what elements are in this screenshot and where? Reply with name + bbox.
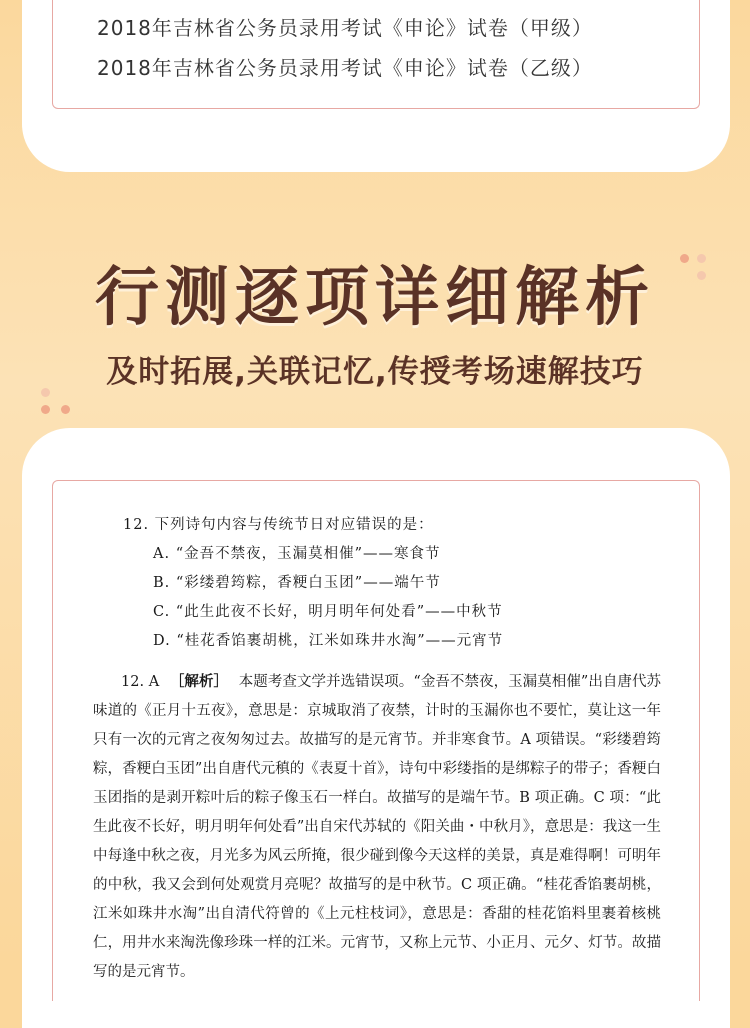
banner-subtitle: 及时拓展,关联记忆,传授考场速解技巧 (106, 354, 644, 390)
analysis-card (22, 428, 730, 1028)
question-stem: 12. 下列诗句内容与传统节日对应错误的是： (123, 517, 434, 533)
question-option: B. “彩缕碧筠粽，香粳白玉团”——端午节 (153, 575, 441, 591)
banner-title: 行测逐项详细解析 (95, 261, 655, 335)
exam-list-item: 2018年吉林省公务员录用考试《申论》试卷（甲级） (97, 16, 593, 40)
answer-number: 12. A (121, 674, 160, 690)
question-option: C. “此生此夜不长好，明月明年何处看”——中秋节 (153, 604, 503, 620)
exam-list-item: 2018年吉林省公务员录用考试《申论》试卷（乙级） (97, 56, 593, 80)
exam-list-card (22, 0, 730, 172)
question-option: A. “金吾不禁夜，玉漏莫相催”——寒食节 (153, 546, 441, 562)
document-frame (52, 480, 700, 1001)
exam-list-frame (52, 0, 700, 109)
analysis-text: 本题考查文学并选错误项。“金吾不禁夜，玉漏莫相催”出自唐代苏味道的《正月十五夜》，意思是：京城取消了夜禁，计时的玉漏你也不要忙，莫让这一年只有一次的元宵之夜匆匆过去。故描写的是元宵节。并非寒食节。A 项错误。“彩缕碧筠粽，香粳白玉团”出自唐代元稹的《表夏十首》，诗句中彩缕指的是绑粽子的带子；香粳白玉团指的是剥开粽叶后的粽子像玉石一样白。故描写的是端午节。B 项正确。C 项：“此生此夜不长好，明月明年何处看”出自宋代苏轼的《阳关曲・中秋月》，意思是：我这一生中每逢中秋之夜，月光多为风云所掩，很少碰到像今天这样的美景，真是难得啊！可明年的中秋，我又会到何处观赏月亮呢？故描写的是中秋节。C 项正确。“桂花香馅裹胡桃，江米如珠井水淘”出自清代符曾的《上元柱枝词》，意思是：香甜的桂花馅料里裹着核桃仁，用井水来淘洗像珍珠一样的江米。元宵节，又称上元节、小正月、元夕、灯节。故描写的是元宵节。 (93, 674, 662, 980)
analysis-tag: ［解析］ (169, 673, 229, 690)
decor-dot (41, 405, 50, 414)
analysis-paragraph (93, 667, 661, 987)
question-option: D. “桂花香馅裹胡桃，江米如珠井水淘”——元宵节 (153, 633, 504, 649)
decor-dot (61, 405, 70, 414)
